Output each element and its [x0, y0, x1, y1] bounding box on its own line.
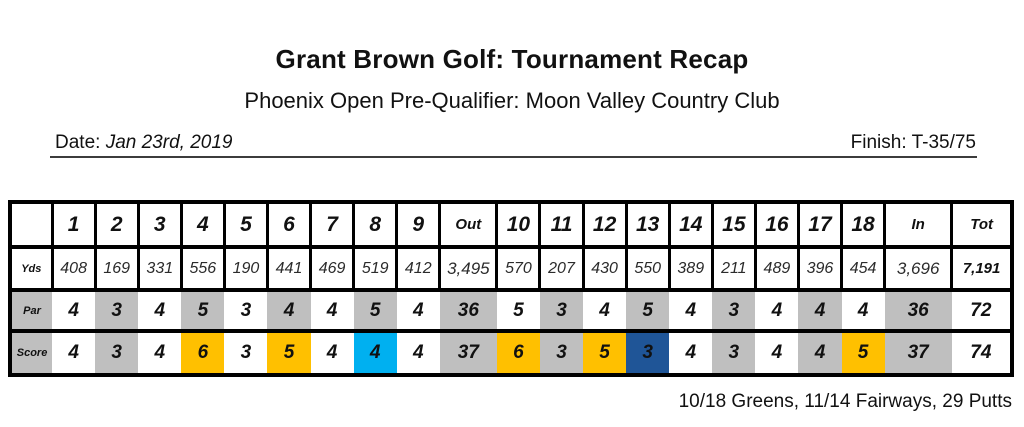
score-11: 3 — [540, 331, 583, 375]
yds-In: 3,696 — [885, 247, 952, 290]
score-15: 3 — [712, 331, 755, 375]
hole-header-14: 14 — [669, 202, 712, 247]
score-4: 6 — [181, 331, 224, 375]
hole-header-3: 3 — [138, 202, 181, 247]
par-13: 5 — [626, 290, 669, 331]
par-16: 4 — [755, 290, 798, 331]
score-14: 4 — [669, 331, 712, 375]
score-Tot: 74 — [952, 331, 1012, 375]
par-17: 4 — [798, 290, 841, 331]
hole-header-18: 18 — [842, 202, 885, 247]
hole-header-12: 12 — [583, 202, 626, 247]
hole-header-4: 4 — [181, 202, 224, 247]
hole-header-1: 1 — [52, 202, 95, 247]
meta-row — [55, 128, 976, 154]
hole-header-6: 6 — [267, 202, 310, 247]
score-16: 4 — [755, 331, 798, 375]
yds-row-label: Yds — [10, 247, 52, 290]
finish-field — [851, 132, 976, 154]
yds-14: 389 — [669, 247, 712, 290]
hole-header-11: 11 — [540, 202, 583, 247]
hole-header-In: In — [885, 202, 952, 247]
yds-6: 441 — [267, 247, 310, 290]
par-4: 5 — [181, 290, 224, 331]
yds-18: 454 — [842, 247, 885, 290]
yds-Out: 3,495 — [440, 247, 497, 290]
yds-5: 190 — [224, 247, 267, 290]
hole-header-17: 17 — [798, 202, 841, 247]
par-8: 5 — [354, 290, 397, 331]
footer-stats: 10/18 Greens, 11/14 Fairways, 29 Putts — [678, 391, 1012, 412]
date-label: Date: — [55, 132, 101, 153]
hole-header-5: 5 — [224, 202, 267, 247]
score-6: 5 — [267, 331, 310, 375]
yds-2: 169 — [95, 247, 138, 290]
score-18: 5 — [842, 331, 885, 375]
hole-header-8: 8 — [354, 202, 397, 247]
score-9: 4 — [397, 331, 440, 375]
par-15: 3 — [712, 290, 755, 331]
par-10: 5 — [497, 290, 540, 331]
score-17: 4 — [798, 331, 841, 375]
hole-header-2: 2 — [95, 202, 138, 247]
corner-cell — [10, 202, 52, 247]
hole-header-13: 13 — [626, 202, 669, 247]
par-3: 4 — [138, 290, 181, 331]
date-field — [55, 132, 232, 154]
score-In: 37 — [885, 331, 952, 375]
header-divider — [50, 156, 977, 158]
par-12: 4 — [583, 290, 626, 331]
yds-8: 519 — [354, 247, 397, 290]
yds-3: 331 — [138, 247, 181, 290]
par-7: 4 — [311, 290, 354, 331]
yds-1: 408 — [52, 247, 95, 290]
score-2: 3 — [95, 331, 138, 375]
par-18: 4 — [842, 290, 885, 331]
scorecard-table — [8, 200, 1014, 377]
yds-13: 550 — [626, 247, 669, 290]
par-1: 4 — [52, 290, 95, 331]
yds-11: 207 — [540, 247, 583, 290]
hole-header-9: 9 — [397, 202, 440, 247]
par-In: 36 — [885, 290, 952, 331]
page-subtitle: Phoenix Open Pre-Qualifier: Moon Valley Country Club — [244, 88, 780, 113]
par-2: 3 — [95, 290, 138, 331]
score-5: 3 — [224, 331, 267, 375]
par-Out: 36 — [440, 290, 497, 331]
hole-header-15: 15 — [712, 202, 755, 247]
par-14: 4 — [669, 290, 712, 331]
yds-4: 556 — [181, 247, 224, 290]
score-8: 4 — [354, 331, 397, 375]
finish-value: T-35/75 — [911, 132, 976, 153]
hole-header-Tot: Tot — [952, 202, 1012, 247]
yds-10: 570 — [497, 247, 540, 290]
score-10: 6 — [497, 331, 540, 375]
score-13: 3 — [626, 331, 669, 375]
score-7: 4 — [311, 331, 354, 375]
scorecard-body — [10, 202, 1012, 375]
score-1: 4 — [52, 331, 95, 375]
par-6: 4 — [267, 290, 310, 331]
finish-label: Finish: — [850, 132, 907, 153]
score-3: 4 — [138, 331, 181, 375]
hole-header-Out: Out — [440, 202, 497, 247]
par-row-label: Par — [10, 290, 52, 331]
par-Tot: 72 — [952, 290, 1012, 331]
hole-header-16: 16 — [755, 202, 798, 247]
score-12: 5 — [583, 331, 626, 375]
page-title: Grant Brown Golf: Tournament Recap — [275, 44, 749, 74]
yds-12: 430 — [583, 247, 626, 290]
par-9: 4 — [397, 290, 440, 331]
yds-15: 211 — [712, 247, 755, 290]
score-row-label: Score — [10, 331, 52, 375]
yds-7: 469 — [311, 247, 354, 290]
yds-Tot: 7,191 — [952, 247, 1012, 290]
hole-header-10: 10 — [497, 202, 540, 247]
yds-9: 412 — [397, 247, 440, 290]
par-11: 3 — [540, 290, 583, 331]
date-value: Jan 23rd, 2019 — [105, 132, 233, 153]
hole-header-7: 7 — [311, 202, 354, 247]
par-5: 3 — [224, 290, 267, 331]
score-Out: 37 — [440, 331, 497, 375]
yds-16: 489 — [755, 247, 798, 290]
yds-17: 396 — [798, 247, 841, 290]
